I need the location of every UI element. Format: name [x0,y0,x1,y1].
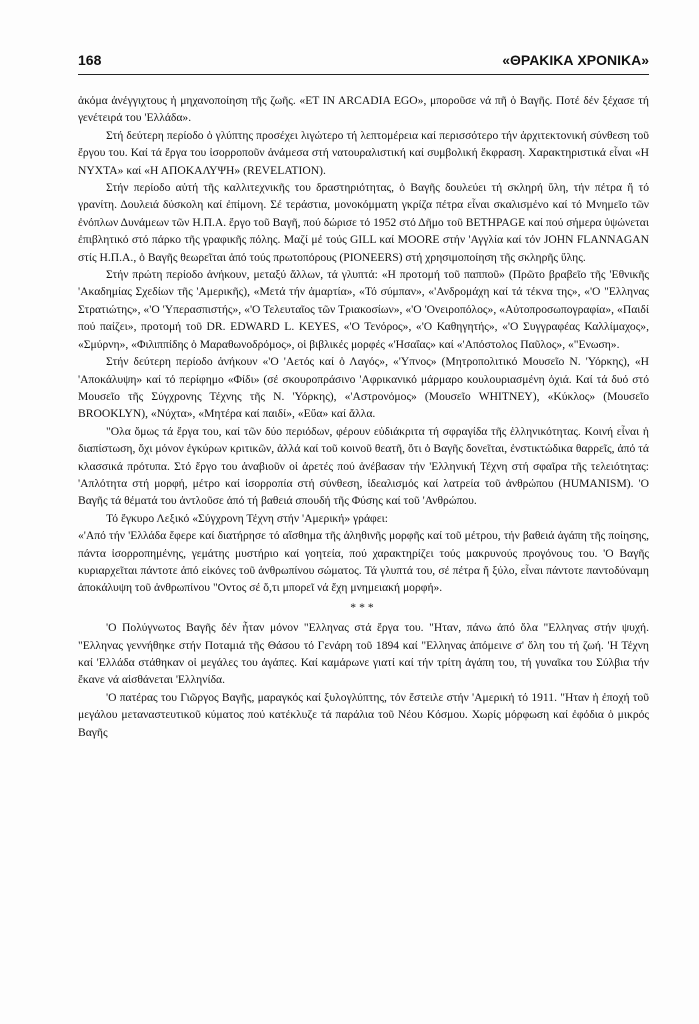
paragraph: Τό ἔγκυρο Λεξικό «Σύγχρονη Τέχνη στήν 'Αμερική» γράφει: [106,511,388,525]
block-quote: «'Από τήν 'Ελλάδα ἔφερε καί διατήρησε τό αἴσθημα τῆς ἀληθινῆς μορφῆς καί τοῦ μέτρου, τήν βαθειά ἀγάπη τῆς ποίησης, πάντα ἰσορροπημένης, γεμάτης μυστήριο καί γοητεία, πού χαρακτηρίζει τούς μακρυνούς προγόνους του. 'Ο Βαγῆς κυριαρχεῖται πάντοτε ἀπό εἰκόνες τοῦ ἀνθρωπίνου σώματος. Τά γλυπτά του, σέ πέτρα ἤ ξύλο, εἶναι πάντοτε παντοδύναμη ἀποκάλυψη τοῦ ἀνθρωπίνου "Οντος σέ ὅ,τι μπορεῖ νά ἔχη μνημειακή μορφή». [78,529,649,595]
paragraph: "Ολα ὅμως τά ἔργα του, καί τῶν δύο περιόδων, φέρουν εὐδιάκριτα τή σφραγίδα τῆς ἑλληνικότητας. Κοινή εἶναι ἡ διαπίστωση, ὄχι μόνον ἐγκύρων κριτικῶν, ἀλλά καί τοῦ κοινοῦ θεατῆ, ὅτι ὁ Βαγῆς δονεῖται, ἐνστικτώδικα θαρρεῖς, ἀπό τά κλασσικά πρότυπα. Στό ἔργο του ἀναβιοῦν οἱ ἀρετές πού ἀνέβασαν τήν 'Ελληνική Τέχνη στή σφαῖρα τῆς τελειότητας: 'Απλότητα στή μορφή, μέτρο καί ἰσορροπία στή σύνθεση, ἰδεαλισμός καί λατρεία τοῦ ἀνθρώπου (HUMANISM). 'Ο Βαγῆς τά θέματά του ἀντλοῦσε ἀπό τή βαθειά σπουδή τῆς Φύσης καί τοῦ 'Ανθρώπου. [78,424,649,508]
paragraph: Στήν περίοδο αὐτή τῆς καλλιτεχνικῆς του δραστηριότητας, ὁ Βαγῆς δουλεύει τή σκληρή ὕλη, τήν πέτρα ἤ τό γρανίτη. Δουλειά δύσκολη καί ἐπίμονη. Σέ τεράστια, μονοκόμματη γκρίζα πέτρα εἶναι σκαλισμένο καί τό Μνημεῖο τῶν ἐνόπλων Δυνάμεων τῶν Η.Π.Α. ἔργο τοῦ Βαγῆ, πού δώρισε τό 1952 στό Δῆμο τοῦ BETHPAGE καί πού σήμερα ὑψώνεται ἐπιβλητικό στό πάρκο τῆς γραφικῆς πόλης. Μαζί μέ τούς GILL καί MOORE στήν 'Αγγλία καί τόν JOHN FLANNAGAN στίς Η.Π.Α., ὁ Βαγῆς θεωρεῖται ἀπό τούς πρωτοπόρους (PIONEERS) στή χρησιμοποίηση τῆς σκληρῆς ὕλης. [78,181,649,264]
paragraph: Στήν πρώτη περίοδο ἀνήκουν, μεταξύ ἄλλων, τά γλυπτά: «Η προτομή τοῦ παπποῦ» (Πρῶτο βραβεῖο τῆς 'Εθνικῆς 'Ακαδημίας Σχεδίων τῆς 'Αμερικῆς), «Μετά τήν ἁμαρτία», «Τό σύμπαν», «'Ανδρομάχη καί τά τέκνα της», «'Ο "Ελληνας Στρατιώτης», «'Ο 'Υπερασπιστής», «'Ο Τελευταῖος τῶν Τριακοσίων», «'Ο 'Ονειροπόλος», «Αὐτοπροσωπογραφία», «Παιδί πού παίζει», προτομή τοῦ DR. EDWARD L. KEYES, «'Ο Τενόρος», «'Ο Καθηγητής», «'Ο Συγγραφέας Καλλίμαχος», «Σμύρνη», «Φιλιππίδης ὁ Μαραθωνοδρόμος», οἱ βιβλικές μορφές «'Ησαΐας» καί «'Απόστολος Παῦλος», «"Ενωση». [78,268,649,351]
page-header [78,52,649,74]
paragraph: ἀκόμα ἀνέγγιχτους ἡ μηχανοποίηση τῆς ζωῆς. «ET IN ARCADIA EGO», μποροῦσε νά πῆ ὁ Βαγῆς. Ποτέ δέν ξέχασε τή γενέτειρά του 'Ελλάδα». [78,94,649,125]
header-rule [78,74,649,75]
page-number: 168 [78,52,102,68]
section-separator: *** [350,600,377,614]
paragraph: Στήν δεύτερη περίοδο ἀνήκουν «'Ο 'Αετός καί ὁ Λαγός», «'Υπνος» (Μητροπολιτικό Μουσεῖο Ν. 'Υόρκης), «Η 'Αποκάλυψη» καί τό περίφημο «Φίδι» (σέ σκουροπράσινο 'Αφρικανικό μάρμαρο κουλουριασμένη ὀχιά. Καί τά δυό στό Μουσεῖο τῆς Σύγχρονης Τέχνης τῆς Ν. 'Υόρκης), «'Αστρονόμος» (Μουσεῖο WHITNEY), «Κύκλος» (Μουσεῖο BROOKLYN), «Νύχτα», «Μητέρα καί παιδί», «Εὔα» καί ἄλλα. [78,355,649,421]
paragraph: Στή δεύτερη περίοδο ὁ γλύπτης προσέχει λιγώτερο τή λεπτομέρεια καί περισσότερο τήν ἀρχιτεκτονική σύνθεση τοῦ ἔργου του. Καί τά ἔργα του ἰσορροποῦν ἀνάμεσα στή νατουραλιστική καί συμβολική ἔκφραση. Χαρακτηριστικά εἶναι «Η ΝΥΧΤΑ» καί «Η ΑΠΟΚΑΛΥΨΗ» (REVELATION). [78,128,649,177]
journal-title: «ΘΡΑΚΙΚΑ ΧΡΟΝΙΚΑ» [502,52,649,68]
body-text [78,92,649,741]
paragraph: 'Ο Πολύγνωτος Βαγῆς δέν ἦταν μόνον "Ελληνας στά ἔργα του. "Ηταν, πάνω ἀπό ὅλα "Ελληνας στήν ψυχή. "Ελληνας γεννήθηκε στήν Ποταμιά τῆς Θάσου τό Γενάρη τοῦ 1894 καί "Ελληνας ἀπόμεινε σ' ὅλη του τή ζωή. 'Η Τέχνη καί 'Ελλάδα στάθηκαν οἱ μεγάλες του ἀγάπες. Καί καμάρωνε γιατί καί τήν τρίτη ἀγάπη του, τή γυναῖκα του Σύλβια τήν ἔκανε νά αἰσθάνεται 'Ελληνίδα. [78,621,649,687]
paragraph: 'Ο πατέρας του Γιῶργος Βαγῆς, μαραγκός καί ξυλογλύπτης, τόν ἔστειλε στήν 'Αμερική τό 1911. "Ηταν ἡ ἐποχή τοῦ μεγάλου μεταναστευτικοῦ κύματος πού κατέκλυζε τά παράλια τοῦ Νέου Κόσμου. Χωρίς μόρφωση καί ἐφόδια ὁ μικρός Βαγῆς [78,690,649,739]
